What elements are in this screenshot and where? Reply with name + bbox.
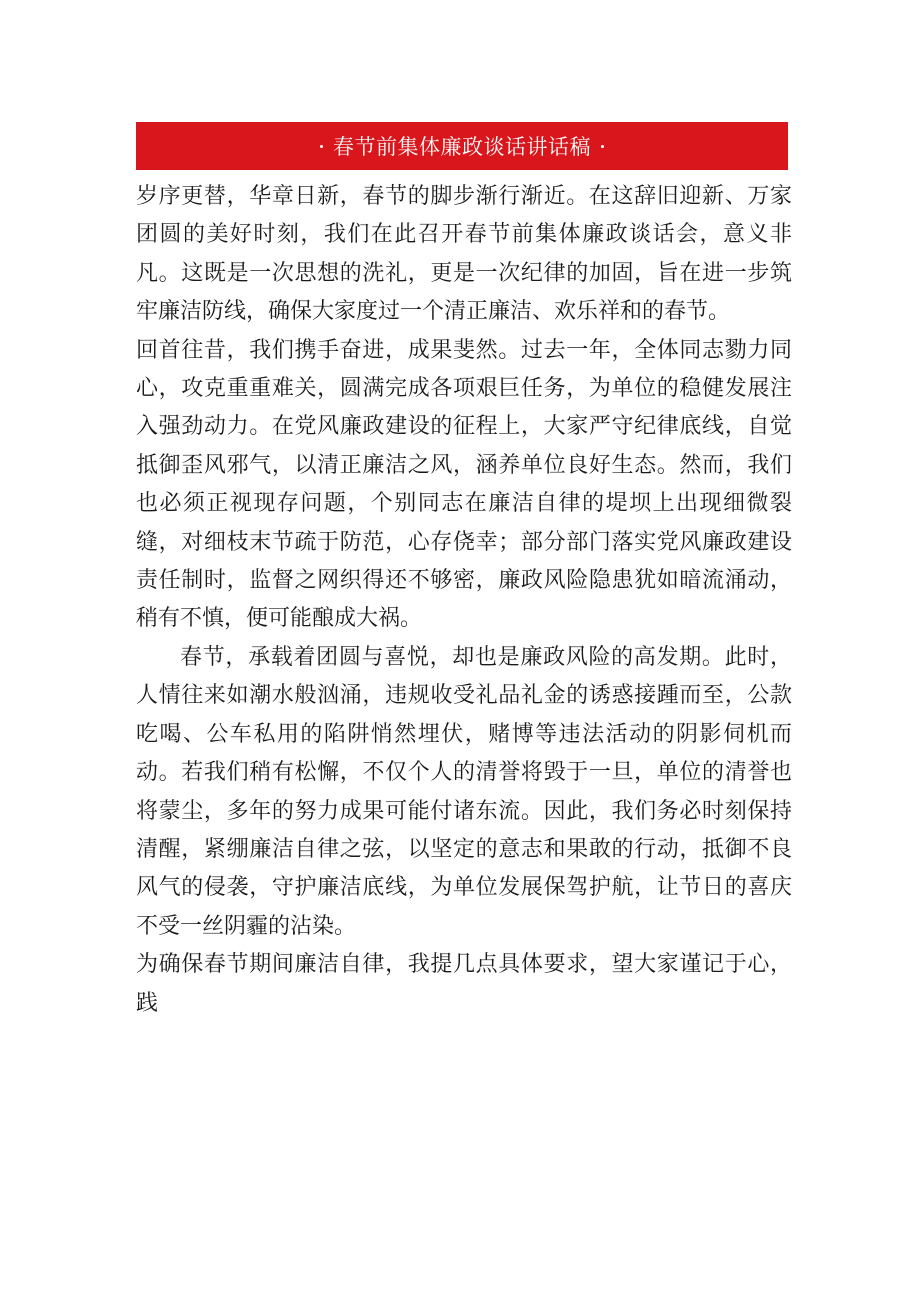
title-dot-right-icon — [601, 145, 604, 148]
paragraph-4: 为确保春节期间廉洁自律，我提几点具体要求，望大家谨记于心，践 — [136, 952, 792, 1016]
document-title-banner — [136, 122, 788, 170]
document-body — [136, 178, 792, 1023]
paragraph-1: 岁序更替，华章日新，春节的脚步渐行渐近。在这辞旧迎新、万家团圆的美好时刻，我们在此召开春节前集体廉政谈话会，意义非凡。这既是一次思想的洗礼，更是一次纪律的加固，旨在进一步筑牢廉洁防线，确保大家度过一个清正廉洁、欢乐祥和的春节。 — [136, 184, 792, 325]
paragraph-3: 春节，承载着团圆与喜悦，却也是廉政风险的高发期。此时，人情往来如潮水般汹涌，违规收受礼品礼金的诱惑接踵而至，公款吃喝、公车私用的陷阱悄然埋伏，赌博等违法活动的阴影伺机而动。若我们稍有松懈，不仅个人的清誉将毁于一旦，单位的清誉也将蒙尘，多年的努力成果可能付诸东流。因此，我们务必时刻保持清醒，紧绷廉洁自律之弦，以坚定的意志和果敢的行动，抵御不良风气的侵袭，守护廉洁底线，为单位发展保驾护航，让节日的喜庆不受一丝阴霾的沾染。 — [136, 644, 792, 939]
title-dot-left-icon — [320, 145, 323, 148]
paragraph-2: 回首往昔，我们携手奋进，成果斐然。过去一年，全体同志勠力同心，攻克重重难关，圆满完成各项艰巨任务，为单位的稳健发展注入强劲动力。在党风廉政建设的征程上，大家严守纪律底线，自觉抵御歪风邪气，以清正廉洁之风，涵养单位良好生态。然而，我们也必须正视现存问题，个别同志在廉洁自律的堤坝上出现细微裂缝，对细枝末节疏于防范，心存侥幸；部分部门落实党风廉政建设责任制时，监督之网织得还不够密，廉政风险隐患犹如暗流涌动，稍有不慎，便可能酿成大祸。 — [136, 337, 792, 632]
document-title: 春节前集体廉政谈话讲话稿 — [333, 135, 591, 159]
